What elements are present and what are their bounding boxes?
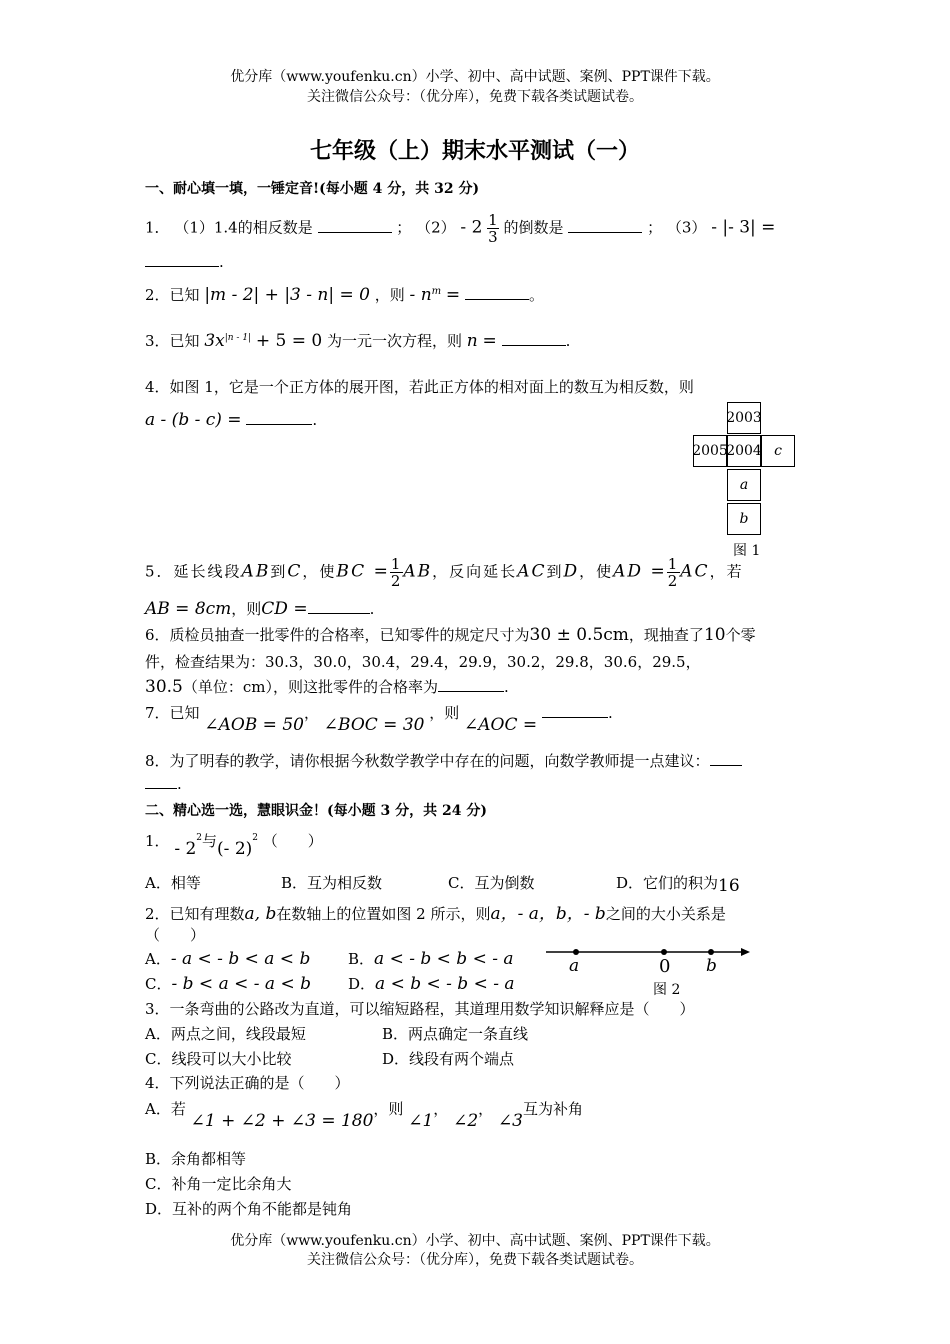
footer-line-1: 优分库（www.youfenku.cn）小学、初中、高中试题、案例、PPT课件下载。 [230,1233,720,1249]
net-face-c: c [761,435,795,467]
s1-q5-line2 [145,598,374,619]
s2-q1-e1-sup: 2 [196,833,203,843]
s2-q1-option-c[interactable]: C．互为倒数 [448,874,535,892]
section-2-heading: 二、精心选一选，慧眼识金！(每小题 3 分，共 24 分) [145,803,487,819]
s2-q3-option-b[interactable]: B．两点确定一条直线 [382,1025,529,1043]
s2-q1-option-b[interactable]: B．互为相反数 [281,874,383,892]
s1-q2-mid: ，则 [374,286,405,304]
s1-q7-e2: ∠BOC = 30 [323,715,425,735]
figure-2-caption: 图 2 [653,982,681,998]
s1-q3-num: 3．已知 [145,332,200,350]
s1-q5-c: C [287,561,303,582]
s2-q1-option-a[interactable]: A．相等 [145,874,201,892]
s2-q3-text: 3．一条弯曲的公路改为直道，可以缩短路程，其道理用数学知识解释应是（ ） [145,1000,695,1018]
s1-q6-line1 [145,624,756,645]
s2-q1-num: 1． [145,832,170,850]
header-line-1: 优分库（www.youfenku.cn）小学、初中、高中试题、案例、PPT课件下载。 [230,69,720,85]
s1-q6-end: . [504,678,509,696]
s1-q1-sep1: ； [396,218,412,237]
s1-q7-sep: ， [303,704,319,722]
s2-q1-with: 与 [202,832,218,850]
s2-q2-ab: a, b [244,904,277,924]
s1-q7-e1: ∠AOB = 50 [204,715,304,735]
s2-q2-option-b-label: B． [348,950,375,968]
s2-q2-option-d[interactable] [348,973,515,994]
s2-q2-option-c-expr: - b < a < - a < b [171,974,311,994]
s2-q4-a-if: A．若 [145,1100,186,1118]
s2-q2-option-c-label: C． [145,975,172,993]
s1-q1-line2 [145,252,224,271]
s1-q1-expr3: - |- 3| = [711,217,776,238]
s1-q5-bc: BC = [336,561,390,582]
s2-q4-a-suffix: 互为补角 [523,1100,584,1118]
s1-q3-expr: 3x [204,331,225,351]
s2-q4-a-then: ，则 [373,1100,404,1118]
s1-q7-end: . [607,704,613,722]
s2-q1-paren: （ ） [262,832,323,850]
s1-q3-mid: 为一元一次方程，则 [327,332,463,350]
figure-1-caption: 图 1 [733,543,761,559]
s1-q4-end: . [312,411,318,429]
s1-q1-blank-2[interactable] [568,218,642,233]
s1-q7-a: 7．已知 [145,704,200,722]
s1-q7-b: ，则 [429,704,460,722]
s2-q2-option-d-expr: a < b < - b < - a [375,974,515,994]
s1-q1-mixed-number: - 2 [460,217,483,238]
s1-q8-blank-1[interactable] [710,751,742,766]
s2-q4-option-a[interactable]: A．若 ∠1 + ∠2 + ∠3 = 180，则 ∠1， ∠2， ∠3互为补角 [145,1100,584,1131]
s1-q6-line3 [145,676,509,697]
section-1-heading: 一、耐心填一填，一锤定音!(每小题 4 分，共 32 分) [145,181,480,197]
s2-q2-option-b[interactable] [348,948,514,969]
s1-q4-text: 4．如图 1，它是一个正方体的展开图，若此正方体的相对面上的数互为相反数，则 [145,378,694,396]
net-face-a: a [727,469,761,501]
s1-q3-expr-b: + 5 = 0 [255,331,323,351]
s1-q6-spec: 30 ± 0.5cm [529,625,629,645]
s2-q2 [145,899,726,924]
s1-q6-count: 10 [703,625,726,645]
s1-q5-t5: 到 [546,562,564,581]
s1-q5-t3: ，使 [302,562,337,581]
s1-q4-expr: a - (b - c) = [145,410,242,430]
s1-q5-t2: 到 [270,562,288,581]
s1-q1-part1: （1）1.4的相反数是 [174,218,313,237]
net-face-2004: 2004 [727,435,761,467]
number-line-point-b [708,949,714,955]
s1-q5-t7: ，若 [709,562,744,581]
s1-q4-expr-line [145,410,317,430]
s1-q5 [145,556,744,589]
s2-q4-option-d[interactable]: D．互补的两个角不能都是钝角 [145,1200,353,1218]
s1-q5-half-1 [390,556,404,589]
s2-q2-list: a，- a，b，- b [490,904,606,924]
s1-q2-eq: = [445,285,461,305]
s1-q1-frac-num: 1 [488,211,498,229]
s1-q2-expr: |m - 2| + |3 - n| = 0 [204,285,370,305]
s2-q4-a-angle1: ∠1 [408,1111,434,1131]
footer-line-2: 关注微信公众号：（优分库），免费下载各类试题试卷。 [307,1252,643,1268]
s1-q6-l1b: ，现抽查了 [628,626,704,644]
s1-q8-line1 [145,750,742,771]
s2-q4-text: 4．下列说法正确的是（ ） [145,1074,350,1092]
s1-q5-ac: AC [517,561,547,582]
s2-q2-option-d-label: D． [348,975,376,993]
net-face-b: b [727,503,761,535]
s2-q1-e2: (- 2) [217,839,253,859]
s1-q2 [145,284,544,305]
s1-q2-expr2: - n [409,285,432,305]
s1-q5-end: . [369,600,375,618]
s1-q2-sup: m [431,286,442,297]
s1-q1-fraction [487,212,499,245]
s1-q8-text: 8．为了明春的教学，请你根据今秋数学教学中存在的问题，向数学教师提一点建议： [145,752,710,770]
number-line-label-a: a [569,956,580,976]
s1-q5-half-1-num: 1 [390,555,403,573]
s1-q6-l1a: 6．质检员抽查一批零件的合格率，已知零件的规定尺寸为 [145,626,530,644]
s2-q4-a-angle2: ∠2 [453,1111,479,1131]
s1-q5-t4: ，反向延长 [432,562,518,581]
s1-q5-t1: 5．延长线段 [145,562,242,581]
s2-q4-option-c[interactable]: C．补角一定比余角大 [145,1175,292,1193]
number-line-label-zero: 0 [659,956,671,977]
s1-q3-blank[interactable] [502,331,566,346]
s1-q2-end: 。 [528,286,544,304]
s2-q4-option-b[interactable]: B．余角都相等 [145,1150,247,1168]
s2-q1-e1: - 2 [174,839,197,859]
s1-q6-blank[interactable] [438,677,504,692]
page-title: 七年级（上）期末水平测试（一） [309,138,640,164]
s1-q7 [145,702,613,735]
s1-q3-eq: = [482,331,497,351]
s1-q5-half-2-num: 1 [667,555,680,573]
number-line-point-zero [661,949,667,955]
s1-q3-sup: |n - 1| [224,333,252,343]
s1-q2-num: 2．已知 [145,286,200,304]
s1-q4-blank[interactable] [246,410,312,425]
s1-q6-l3b: （单位：cm），则这批零件的合格率为 [182,678,438,696]
s2-q2-option-c[interactable] [145,973,311,994]
s1-q6-l1c: 个零 [725,626,756,644]
s2-q3-option-a[interactable]: A．两点之间，线段最短 [145,1025,306,1043]
s1-q5-ab-value: AB = 8cm [145,599,232,619]
net-face-2005: 2005 [693,435,727,467]
s2-q1-e2-sup: 2 [252,833,259,843]
s1-q5-ad: AD = [613,561,667,582]
s1-q7-e3: ∠AOC = [464,715,538,735]
net-face-2003: 2003 [727,402,761,434]
s1-q3-var: n [466,331,478,351]
s2-q4-a-angle3: ∠3 [497,1111,523,1131]
s1-q6-l3a: 30.5 [145,677,183,697]
s2-q4-a-expr: ∠1 + ∠2 + ∠3 = 180 [190,1111,374,1131]
s1-q3 [145,330,570,351]
s1-q8-end: . [177,775,182,793]
s1-q5-half-2-den: 2 [667,572,680,590]
s2-q1-option-d-value: 16 [718,876,740,896]
s1-q1-part3: （3） [666,218,707,237]
s1-q5-ab2: AB [403,561,433,582]
s1-q5-d: D [563,561,580,582]
s2-q2-t2: 在数轴上的位置如图 2 所示，则 [276,905,491,923]
s1-q1-blank-1[interactable] [318,218,392,233]
s2-q1-option-d[interactable] [616,872,740,896]
header-line-2: 关注微信公众号：（优分库），免费下载各类试题试卷。 [307,89,643,105]
s1-q3-end: . [565,332,571,350]
s1-q2-blank[interactable] [465,285,529,300]
s1-q1 [145,212,775,245]
s1-q5-cd: CD = [261,599,308,619]
s2-q2-option-a-expr: - a < - b < a < b [170,949,311,969]
s1-q7-blank[interactable] [542,703,608,718]
s1-q1-num: 1． [145,218,170,237]
number-line-point-a [573,949,579,955]
s2-q2-paren: （ ） [145,926,206,944]
s1-q1-part2b: 的倒数是 [503,218,564,237]
s1-q1-blank-3[interactable] [145,252,219,267]
s1-q1-end: . [219,253,224,271]
s2-q3-option-c[interactable]: C．线段可以大小比较 [145,1050,292,1068]
s1-q5-ac2: AC [680,561,710,582]
s2-q2-t3: 之间的大小关系是 [605,905,726,923]
s1-q8-blank-2[interactable] [145,774,177,789]
s2-q3-option-d[interactable]: D．线段有两个端点 [382,1050,515,1068]
s1-q1-part2: （2） [416,218,456,237]
s1-q6-line2: 件，检查结果为：30.3，30.0，30.4，29.4，29.9，30.2，29.8，30.6，29.5， [145,653,701,671]
s2-q1 [145,830,323,859]
s1-q1-frac-den: 3 [488,228,498,246]
s2-q2-option-b-expr: a < - b < b < - a [374,949,514,969]
number-line-label-b: b [706,956,717,976]
s1-q5-ab: AB [241,561,271,582]
s2-q1-option-d-label: D．它们的积为 [616,874,719,892]
s1-q5-t6: ，使 [579,562,614,581]
s1-q1-sep2: ； [647,218,663,237]
s2-q2-option-a[interactable] [145,948,310,969]
s1-q5-blank[interactable] [308,599,370,614]
number-line-arrow-icon [741,948,750,956]
s2-q2-t1: 2．已知有理数 [145,905,245,923]
s1-q8-line2 [145,774,182,793]
s1-q5-half-2 [667,556,681,589]
s2-q2-option-a-label: A． [145,950,171,968]
s1-q5-half-1-den: 2 [390,572,403,590]
s1-q5-then: ，则 [231,600,262,618]
